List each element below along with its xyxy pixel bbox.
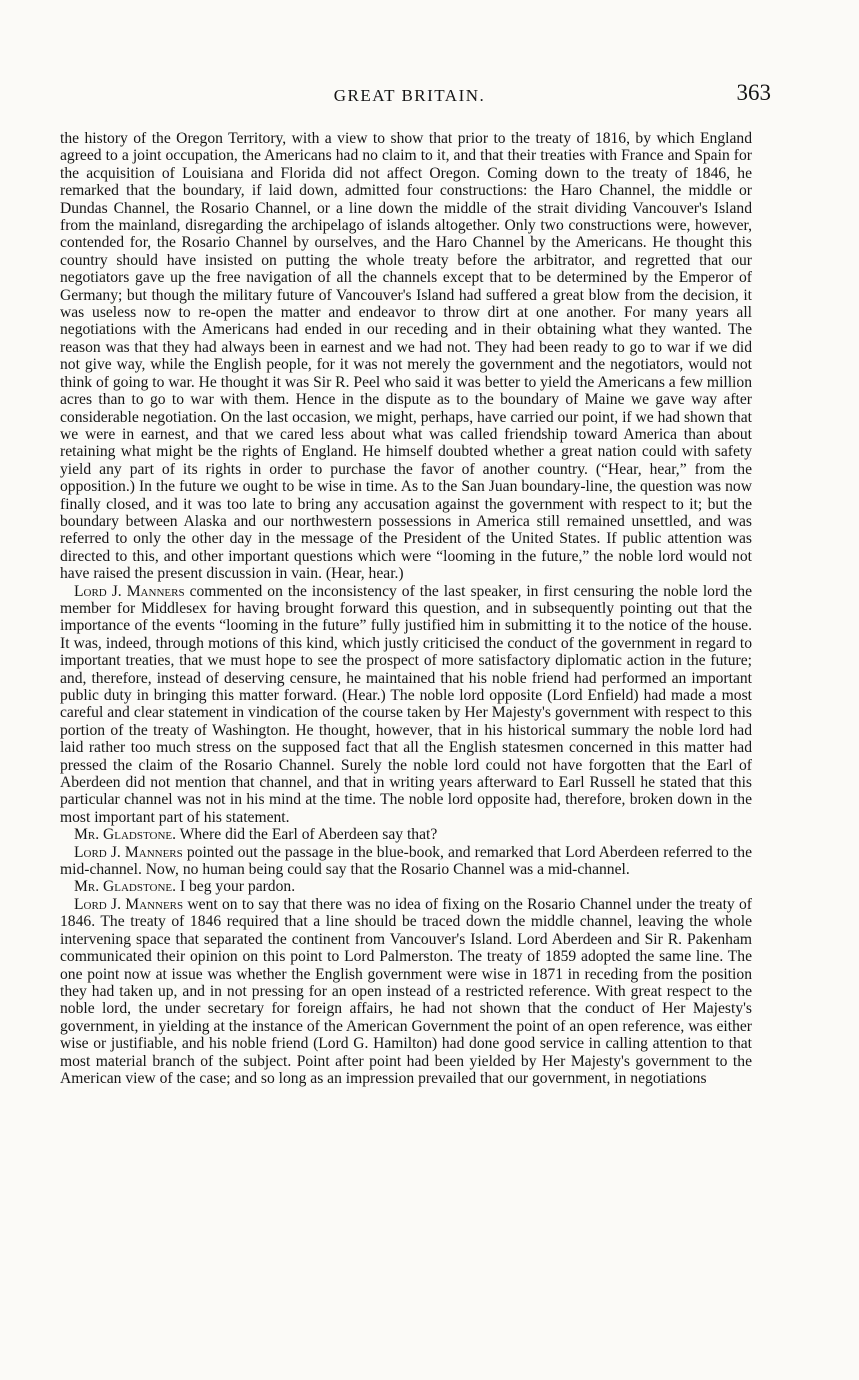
paragraph-manners-1 (60, 583, 752, 827)
paragraph-gladstone-2 (60, 878, 752, 895)
paragraph-text: went on to say that there was no idea of fixing on the Rosario Channel under the treaty of 1846. The treaty of 1846 required that a line should be traced down the middle channel, leaving the whole intervening space that separated the continent from Vancouver's Island. Lord Aberdeen and Sir R. Pakenham communicated their opinion on this point to Lord Palmerston. The treaty of 1859 adopted the same line. The one point now at issue was whether the English government were wise in 1871 in receding from the position they had taken up, and in not pressing for an open instead of a restricted reference. With great respect to the noble lord, the under secretary for foreign affairs, he had not shown that the conduct of Her Majesty's government, in yielding at the instance of the American Government the point of an open reference, was either wise or justifiable, and his noble friend (Lord G. Hamilton) had done good service in calling attention to that most material branch of the subject. Point after point had been yielded by Her Majesty's government to the American view of the case; and so long as an impression prevailed that our government, in negotiations (60, 895, 752, 1087)
page-number: 363 (736, 80, 771, 105)
page-header (60, 80, 771, 116)
body-text (60, 130, 752, 1087)
paragraph-text: the history of the Oregon Territory, with a view to show that prior to the treaty of 1816, by which England agreed to a joint occupation, the Americans had no claim to it, and that their treaties with France and Spain for the acquisition of Louisiana and Florida did not affect Oregon. Coming down to the treaty of 1846, he remarked that the boundary, if laid down, admitted four constructions: the Haro Channel, the middle or Dundas Channel, the Rosario Channel, or a line down the middle of the strait dividing Vancouver's Island from the mainland, disregarding the archipelago of islands altogether. Only two constructions were, however, contended for, the Rosario Channel by ourselves, and the Haro Channel by the Americans. He thought this country should have insisted on putting the whole treaty before the arbitrator, and regretted that our negotiators gave up the free navigation of all the channels except that to be determined by the Emperor of Germany; but though the military future of Vancouver's Island had suffered a great blow from the decision, it was useless now to re-open the matter and endeavor to throw dirt at one another. For many years all negotiations with the Americans had ended in our receding and in their obtaining what they wanted. The reason was that they had always been in earnest and we had not. They had been ready to go to war if we did not give way, while the English people, for it was not merely the government and the negotiators, would not think of going to war. He thought it was Sir R. Peel who said it was better to yield the Americans a few million acres than to go to war with them. Hence in the dispute as to the boundary of Maine we gave way after considerable negotiation. On the last occasion, we might, perhaps, have carried our point, if we had shown that we were in earnest, and that we cared less about what was called friendship toward America than about retaining what might be the rights of England. He himself doubted whether a great nation could with safety yield any part of its rights in order to purchase the favor of another country. (“Hear, hear,” from the opposition.) In the future we ought to be wise in time. As to the San Juan boundary-line, the question was now finally closed, and it was too late to bring any accusation against the government with respect to it; but the boundary between Alaska and our northwestern possessions in America still remained unsettled, and was referred to only the other day in the message of the President of the United States. If public attention was directed to this, and other important questions which were “looming in the future,” the noble lord would not have raised the present discussion in vain. (Hear, hear.) (60, 130, 752, 583)
paragraph-manners-2 (60, 844, 752, 879)
paragraph-continuation (60, 130, 752, 583)
paragraph-text: pointed out the passage in the blue-book, and remarked that Lord Aberdeen referred to the mid-channel. Now, no human being could say that the Rosario Channel was a mid-channel. (60, 843, 752, 879)
running-title: GREAT BRITAIN. (333, 86, 486, 105)
speaker-name: Mr. Gladstone. (74, 878, 177, 896)
paragraph-manners-3 (60, 896, 752, 1087)
paragraph-text: I beg your pardon. (176, 878, 296, 896)
speaker-name: Lord J. Manners (74, 843, 183, 861)
speaker-name: Mr. Gladstone. (74, 826, 177, 844)
paragraph-text: Where did the Earl of Aberdeen say that? (176, 826, 438, 844)
paragraph-gladstone-1 (60, 826, 752, 843)
speaker-name: Lord J. Manners (74, 895, 184, 913)
speaker-name: Lord J. Manners (74, 582, 185, 600)
paragraph-text: commented on the inconsistency of the last speaker, in first censuring the noble lord the member for Middlesex for having brought forward this question, and in subsequently pointing out that the importance of the events “looming in the future” fully justified him in submitting it to the notice of the house. It was, indeed, through motions of this kind, which justly criticised the conduct of the government in regard to important treaties, that we must hope to see the prospect of more satisfactory diplomatic action in the future; and, therefore, instead of deserving censure, he maintained that his noble friend had performed an important public duty in bringing this matter forward. (Hear.) The noble lord opposite (Lord Enfield) had made a most careful and clear statement in vindication of the course taken by Her Majesty's government with respect to this portion of the treaty of Washington. He thought, however, that in his historical summary the noble lord had laid rather too much stress on the supposed fact that all the English statesmen concerned in this matter had pressed the claim of the Rosario Channel. Surely the noble lord could not have forgotten that the Earl of Aberdeen did not mention that channel, and that in writing years afterward to Earl Russell he stated that this particular channel was not in his mind at the time. The noble lord opposite had, therefore, broken down in the most important part of his statement. (60, 582, 753, 826)
